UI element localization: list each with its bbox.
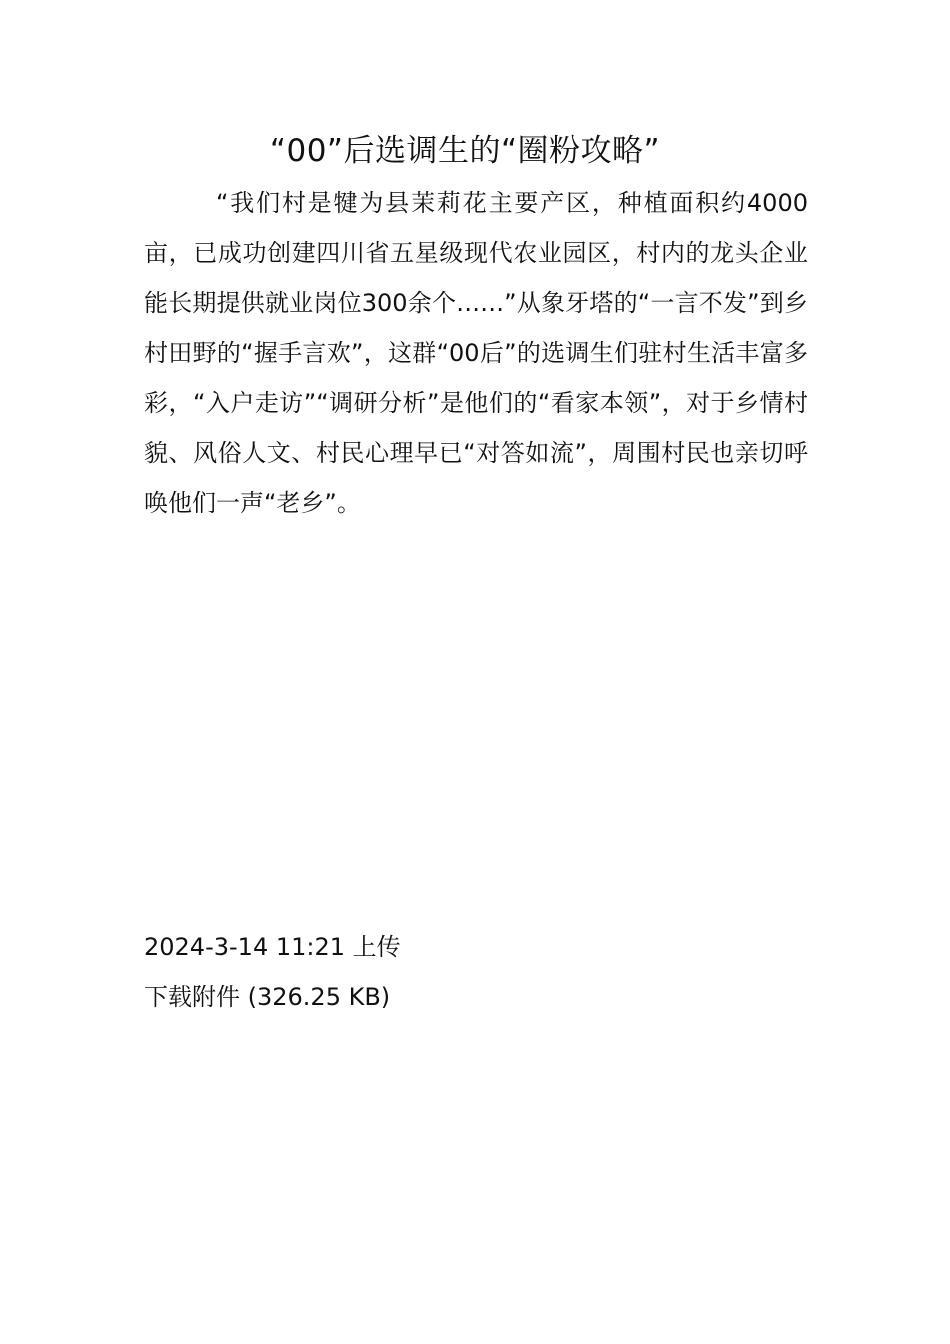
download-attachment-link[interactable]: 下载附件 (326.25 KB)	[144, 983, 391, 1011]
article-title: “00”后选调生的“圈粉攻略”	[269, 133, 661, 169]
article-body-paragraph: “我们村是犍为县茉莉花主要产区，种植面积约4000亩，已成功创建四川省五星级现代农业园区，村内的龙头企业能长期提供就业岗位300余个……”从象牙塔的“一言不发”到乡村田野的“握手言欢”，这群“00后”的选调生们驻村生活丰富多彩，“入户走访”“调研分析”是他们的“看家本领”，对于乡情村貌、风俗人文、村民心理早已“对答如流”，周围村民也亲切呼唤他们一声“老乡”。	[144, 189, 808, 517]
upload-timestamp: 2024-3-14 11:21 上传	[144, 933, 401, 961]
